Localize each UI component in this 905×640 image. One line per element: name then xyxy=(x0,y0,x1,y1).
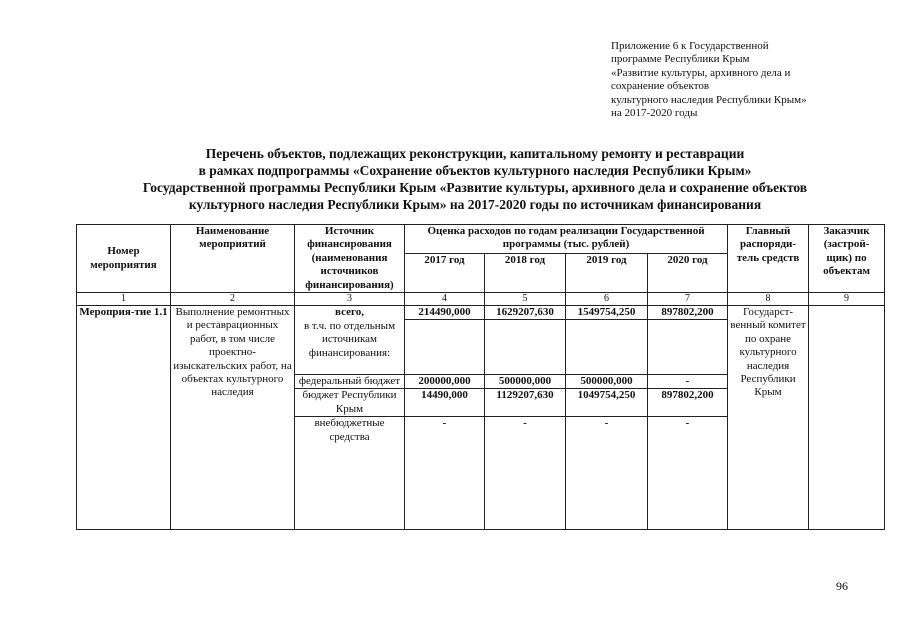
column-number: 8 xyxy=(728,293,809,306)
title-line: Государственной программы Республики Крым «Развитие культуры, архивного дела и сохранение объектов xyxy=(142,180,808,195)
row-customer xyxy=(809,306,885,530)
value-cell: - xyxy=(648,417,728,530)
column-number: 1 xyxy=(77,293,171,306)
header-year-2019: 2019 год xyxy=(566,254,648,293)
financing-table xyxy=(76,224,885,530)
header-name: Наименование мероприятий xyxy=(171,225,295,293)
value-cell xyxy=(648,320,728,375)
value-cell: 1049754,250 xyxy=(566,389,648,417)
annex-line: на 2017-2020 годы xyxy=(611,107,698,120)
header-row xyxy=(77,225,885,254)
header-source: Источник финансирования (наименования источников финансирования) xyxy=(295,225,405,293)
value-cell: - xyxy=(405,417,485,530)
value-cell: 14490,000 xyxy=(405,389,485,417)
header-year-2017: 2017 год xyxy=(405,254,485,293)
value-cell: 1549754,250 xyxy=(566,306,648,320)
column-number: 9 xyxy=(809,293,885,306)
value-cell: 897802,200 xyxy=(648,389,728,417)
source-label: внебюджетные средства xyxy=(295,417,405,530)
value-cell: 500000,000 xyxy=(566,374,648,388)
value-cell: - xyxy=(566,417,648,530)
column-number-row xyxy=(77,293,885,306)
value-cell xyxy=(405,320,485,375)
annex-line: Приложение 6 к Государственной xyxy=(611,40,769,52)
column-number: 2 xyxy=(171,293,295,306)
value-cell: 214490,000 xyxy=(405,306,485,320)
source-label: бюджет Республики Крым xyxy=(295,389,405,417)
annex-line: программе Республики Крым xyxy=(611,53,750,66)
title-line: в рамках подпрограммы «Сохранение объектов культурного наследия Республики Крым» xyxy=(198,163,752,178)
column-number: 3 xyxy=(295,293,405,306)
value-cell xyxy=(485,320,566,375)
header-estimate: Оценка расходов по годам реализации Государственной программы (тыс. рублей) xyxy=(405,225,728,254)
value-cell: 1629207,630 xyxy=(485,306,566,320)
column-number: 7 xyxy=(648,293,728,306)
page-number: 96 xyxy=(836,579,848,593)
value-cell: 897802,200 xyxy=(648,306,728,320)
annex-note xyxy=(611,40,871,120)
source-label: федеральный бюджет xyxy=(295,374,405,388)
document-title xyxy=(80,145,870,213)
row-name: Выполнение ремонтных и реставрационных работ, в том числе проектно-изыскательских работ, на объектах культурного наследия xyxy=(171,306,295,530)
header-manager: Главный распоряди-тель средств xyxy=(728,225,809,293)
column-number: 4 xyxy=(405,293,485,306)
value-cell xyxy=(566,320,648,375)
header-number: Номер мероприятия xyxy=(77,225,171,293)
row-number: Мероприя-тие 1.1 xyxy=(77,306,171,530)
value-cell: - xyxy=(485,417,566,530)
source-label: в т.ч. по отдельным источникам финансирования: xyxy=(295,320,405,375)
column-number: 5 xyxy=(485,293,566,306)
annex-line: «Развитие культуры, архивного дела и xyxy=(611,66,791,79)
value-cell: - xyxy=(648,374,728,388)
column-number: 6 xyxy=(566,293,648,306)
table-row xyxy=(77,306,885,320)
row-manager: Государст-венный комитет по охране культурного наследия Республики Крым xyxy=(728,306,809,530)
title-line: Перечень объектов, подлежащих реконструкции, капитальному ремонту и реставрации xyxy=(205,146,745,161)
source-label: всего, xyxy=(295,306,405,320)
header-year-2018: 2018 год xyxy=(485,254,566,293)
header-customer: Заказчик (застрой-щик) по объектам xyxy=(809,225,885,293)
header-year-2020: 2020 год xyxy=(648,254,728,293)
annex-line: культурного наследия Республики Крым» xyxy=(611,93,807,106)
value-cell: 500000,000 xyxy=(485,374,566,388)
value-cell: 1129207,630 xyxy=(485,389,566,417)
value-cell: 200000,000 xyxy=(405,374,485,388)
title-line: культурного наследия Республики Крым» на 2017-2020 годы по источникам финансирования xyxy=(188,197,762,212)
annex-line: сохранение объектов xyxy=(611,80,710,93)
